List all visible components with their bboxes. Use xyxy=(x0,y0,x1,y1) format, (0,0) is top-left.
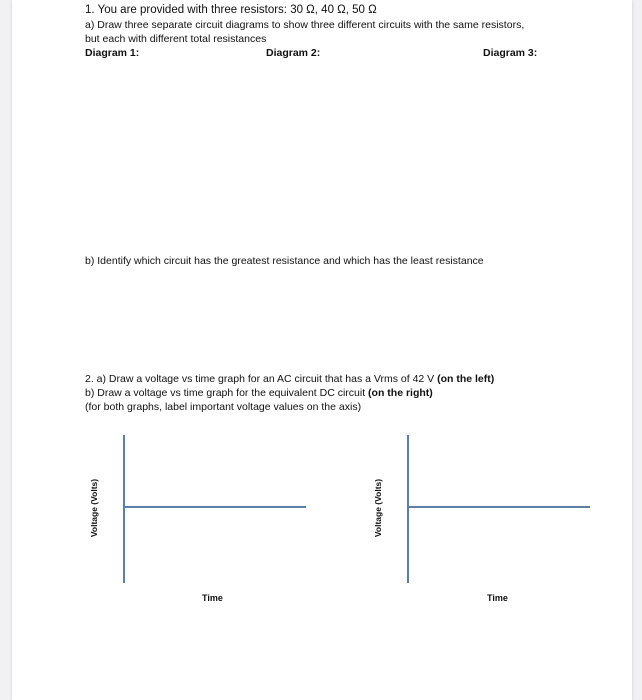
right-graph-y-axis xyxy=(407,435,409,583)
question-1-title: 1. You are provided with three resistors: 30 Ω, 40 Ω, 50 Ω xyxy=(85,4,377,16)
question-2b-text: b) Draw a voltage vs time graph for the equivalent DC circuit xyxy=(85,387,369,399)
question-1a-line2: but each with different total resistances xyxy=(85,33,267,45)
question-2a xyxy=(85,373,494,386)
question-2a-emphasis: (on the left) xyxy=(437,373,495,385)
left-graph-y-axis xyxy=(123,435,125,583)
question-2b xyxy=(85,387,433,400)
diagram-3-label: Diagram 3: xyxy=(483,47,538,59)
question-2-note: (for both graphs, label important voltage values on the axis) xyxy=(85,401,362,413)
question-1a-line1: a) Draw three separate circuit diagrams to show three different circuits with the same resistors, xyxy=(85,19,525,31)
question-2b-emphasis: (on the right) xyxy=(368,387,433,399)
right-graph-y-label: Voltage (Volts) xyxy=(373,478,383,538)
left-graph-x-axis xyxy=(123,506,306,508)
diagram-1-label: Diagram 1: xyxy=(85,47,140,59)
right-graph-x-label: Time xyxy=(487,593,508,603)
left-graph-x-label: Time xyxy=(202,593,223,603)
diagram-2-label: Diagram 2: xyxy=(266,47,321,59)
question-2a-text: 2. a) Draw a voltage vs time graph for an AC circuit that has a Vrms of 42 V xyxy=(85,373,438,385)
question-1b: b) Identify which circuit has the greatest resistance and which has the least resistance xyxy=(85,255,484,267)
worksheet-page xyxy=(12,0,632,700)
right-graph-x-axis xyxy=(407,506,590,508)
left-graph-y-label: Voltage (Volts) xyxy=(89,478,99,538)
